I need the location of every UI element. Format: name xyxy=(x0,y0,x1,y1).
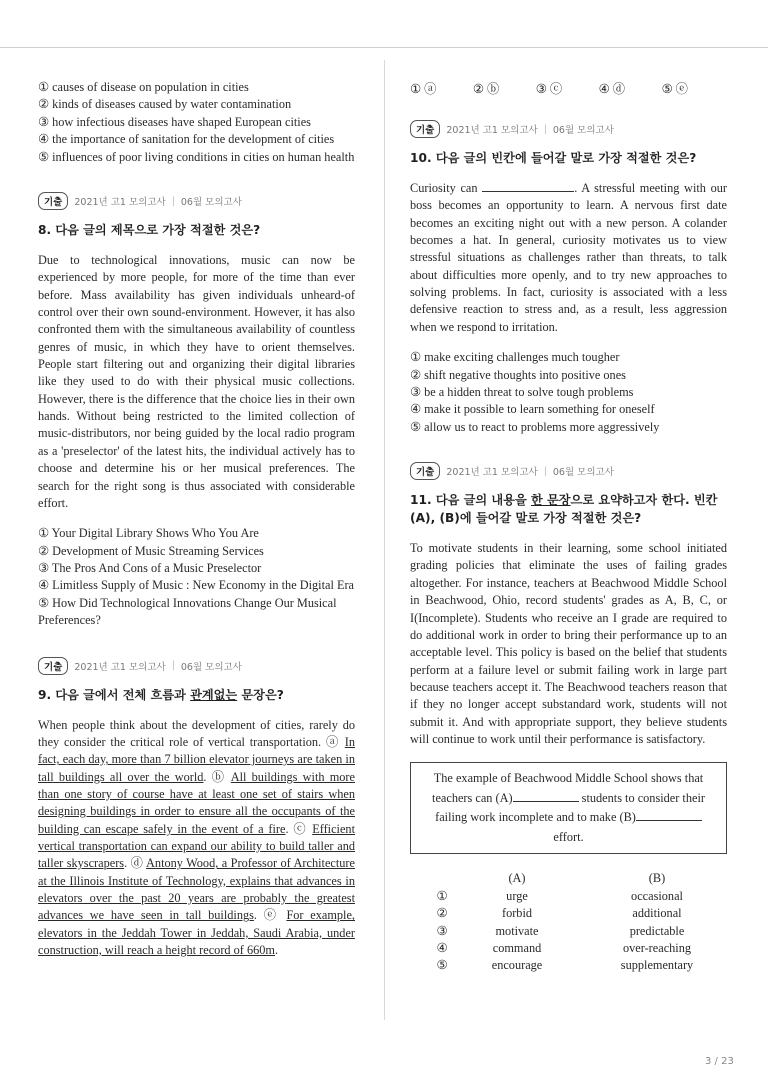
blank-a xyxy=(513,792,579,802)
source-year: 2021년 고1 모의고사 xyxy=(74,197,166,209)
option: ① causes of disease on population in cities xyxy=(38,80,249,94)
answer-table xyxy=(422,870,712,974)
table-row xyxy=(422,905,712,922)
marker-d: ⓓ xyxy=(130,856,144,871)
option: ④ make it possible to learn something for oneself xyxy=(410,402,655,417)
option: ③ The Pros And Cons of a Music Preselector xyxy=(38,561,262,575)
header-cell: (B) xyxy=(648,871,666,886)
page-number: 3 / 23 xyxy=(705,1056,734,1067)
choice: ② ⓑ xyxy=(472,82,500,96)
answer-blank xyxy=(482,182,574,192)
q10-passage xyxy=(410,180,727,336)
title-text: 문장은? xyxy=(237,687,284,702)
source-year: 2021년 고1 모의고사 xyxy=(446,125,538,136)
option: ⑤ allow us to react to problems more aggressively xyxy=(410,419,660,434)
header-cell xyxy=(422,870,462,887)
source-year: 2021년 고1 모의고사 xyxy=(74,661,166,673)
title-text: 11. 다음 글의 내용을 xyxy=(410,493,531,508)
sentence-b: All buildings with more than one story of course have at least one set of stairs when designing buildings in order to ensure all the occupants of the building can escape safely in the event of a fire xyxy=(38,769,355,836)
source-month: 06월 모의고사 xyxy=(552,125,614,136)
cell-a: command xyxy=(492,941,542,955)
q8-title: 8. 다음 글의 제목으로 가장 적절한 것은? xyxy=(38,223,261,238)
sentence-a: In fact, each day, more than 7 billion elevator journeys are taken in tall buildings all over the world xyxy=(38,734,355,784)
option: ⑤ How Did Technological Innovations Change Our Musical Preferences? xyxy=(38,595,337,628)
summary-line: effort. xyxy=(553,829,584,844)
table-row xyxy=(422,940,712,957)
option: ④ the importance of sanitation for the development of cities xyxy=(38,132,335,147)
cell-b: supplementary xyxy=(620,958,694,973)
option: ③ be a hidden threat to solve tough problems xyxy=(410,384,634,399)
row-number: ⑤ xyxy=(436,958,448,973)
option: ⑤ influences of poor living conditions in cities on human health xyxy=(38,149,355,164)
summary-line: The example of Beachwood Middle School shows that xyxy=(433,771,704,786)
source-tag: 기출 xyxy=(410,120,440,138)
marker-b: ⓑ xyxy=(211,769,227,784)
source-month: 06월 모의고사 xyxy=(180,661,242,673)
summary-text: students to consider their xyxy=(578,790,705,805)
table-header xyxy=(422,870,712,887)
cell-a: motivate xyxy=(495,923,539,938)
separator: | xyxy=(171,195,175,207)
row-number: ① xyxy=(436,888,448,903)
source-month: 06월 모의고사 xyxy=(552,467,614,479)
option: ① make exciting challenges much tougher xyxy=(410,350,620,365)
option: ② shift negative thoughts into positive ones xyxy=(410,367,626,382)
title-emphasis: 관계없는 xyxy=(190,687,238,702)
marker-a: ⓐ xyxy=(325,734,340,749)
spacer-cell xyxy=(572,888,602,905)
q9-source-line xyxy=(38,657,355,675)
option: ② kinds of diseases caused by water contamination xyxy=(38,97,292,112)
header-cell: (A) xyxy=(508,871,526,886)
row-number: ② xyxy=(436,906,448,921)
spacer-cell xyxy=(572,922,602,939)
title-emphasis: 한 문장 xyxy=(530,493,571,508)
spacer-cell xyxy=(572,957,602,974)
choice: ④ ⓓ xyxy=(598,82,626,96)
passage-start: Curiosity can xyxy=(410,181,478,195)
cell-b: additional xyxy=(632,906,682,921)
table-row xyxy=(422,888,712,905)
source-month: 06월 모의고사 xyxy=(180,197,242,209)
intro-sentence: When people think about the development of cities, rarely do they consider the critical role of vertical transportation. xyxy=(38,717,355,749)
cell-b: occasional xyxy=(631,888,683,903)
cell-b: over-reaching xyxy=(622,941,692,955)
q11-source-line xyxy=(410,462,727,480)
q11-passage: To motivate students in their learning, some school initiated grading policies that eliminate the uses of failing grades altogether. For instance, teachers at Beachwood Middle School in Beachwood, Ohio, record students' grades as A, B, C, or I(Incomplete). Students who receive an I grade are required to do additional work in order to bring their performance up to an acceptable level. This policy is based on the belief that students perform at a failure level or submit failing work in large part because teachers accept it. The Beachwood teachers reason that if they no longer accept substandard work, students will not submit it. And with appropriate support, they believe students will continue to work until their performance is satisfactory. xyxy=(410,541,727,746)
option: ④ Limitless Supply of Music : New Economy in the Digital Era xyxy=(38,578,355,593)
cell-a: urge xyxy=(506,888,528,903)
sentence-c: Efficient vertical transportation can expand our ability to build taller and taller skyscrapers xyxy=(38,821,355,871)
sentence-e: For example, elevators in the Jeddah Tower in Jeddah, Saudi Arabia, under construction, will reach a height record of 660m xyxy=(38,908,355,958)
option: ③ how infectious diseases have shaped European cities xyxy=(38,114,311,129)
blank-b xyxy=(636,811,702,821)
cell-b: predictable xyxy=(629,923,685,938)
right-column xyxy=(410,79,727,975)
marker-c: ⓒ xyxy=(293,821,308,836)
separator: | xyxy=(543,465,547,477)
q9-passage: When people think about the development of cities, rarely do they consider the critical role of vertical transportation. ⓐ In fact, each day, more than 7 billion elevator journeys are taken in tall buildings all over the world. ⓑ All buildings with more than one story of course have at least one set of stairs when designing buildings in order to ensure all the occupants of the building can escape safely in the event of a fire. ⓒ Efficient vertical transportation can expand our ability to build taller and taller skyscrapers. ⓓ Antony Wood, a Professor of Architecture at the Illinois Institute of Technology, explains that advances in elevators over the past 20 years are probably the greatest advances we have seen in tall buildings. ⓔ For example, elevators in the Jeddah Tower in Jeddah, Saudi Arabia, under construction, will reach a height record of 660m. xyxy=(38,717,355,958)
q7-options xyxy=(38,79,355,166)
left-column xyxy=(38,79,355,959)
title-text: 으로 요약하고자 한다. 빈칸 (A), (B)에 들어갈 말로 가장 적절한 것은? xyxy=(410,493,718,526)
row-number: ③ xyxy=(436,923,448,938)
cell-a: encourage xyxy=(491,958,543,973)
title-text: 9. 다음 글에서 전체 흐름과 xyxy=(38,687,191,702)
summary-text: teachers can (A) xyxy=(432,790,513,805)
q8-source-line xyxy=(38,192,355,210)
spacer-cell xyxy=(572,940,602,957)
choice: ① ⓐ xyxy=(410,82,437,96)
spacer-cell xyxy=(572,870,602,887)
row-number: ④ xyxy=(436,941,448,955)
cell-a: forbid xyxy=(501,906,533,921)
q8-options xyxy=(38,525,355,629)
q11-title xyxy=(410,491,727,527)
source-tag: 기출 xyxy=(410,462,440,480)
option: ① Your Digital Library Shows Who You Are xyxy=(38,526,259,541)
summary-text: failing work incomplete and to make (B) xyxy=(435,810,636,825)
source-tag: 기출 xyxy=(38,192,68,210)
source-tag: 기출 xyxy=(38,657,68,675)
summary-box xyxy=(410,762,727,854)
table-row xyxy=(422,922,712,939)
choice: ③ ⓒ xyxy=(535,82,563,96)
passage-rest: . A stressful meeting with our boss becomes an opportunity to learn. A nervous first date becomes an exciting night out with a new person. A colander becomes a hat. In general, curiosity motivates us to view stressful situations as challenges rather than threats, to talk about difficulties more openly, and to try new approaches to solving problems. In fact, curiosity is associated with a less defensive reaction to stress and, as a result, less aggression when we respond to irritation. xyxy=(410,181,727,334)
q9-choices xyxy=(410,79,688,97)
separator: | xyxy=(171,660,175,672)
spacer-cell xyxy=(572,905,602,922)
summary-line xyxy=(419,808,718,828)
source-year: 2021년 고1 모의고사 xyxy=(446,467,538,479)
q10-options xyxy=(410,349,727,436)
separator: | xyxy=(543,123,547,135)
q10-title: 10. 다음 글의 빈칸에 들어갈 말로 가장 적절한 것은? xyxy=(410,151,697,165)
summary-line xyxy=(419,789,718,809)
header-rule xyxy=(0,47,768,48)
option: ② Development of Music Streaming Services xyxy=(38,543,264,558)
column-divider xyxy=(384,60,385,1020)
marker-e: ⓔ xyxy=(263,908,280,923)
q8-passage: Due to technological innovations, music can now be experienced by more people, for more of the time than ever before. Mass availability has given individuals unheard-of control over their own sound-environment. However, it has also confronted them with the simultaneous availability of countless genres of music, in which they have to orient themselves. People start filtering out and organizing their digital libraries like they used to do with their physical music collections. However, there is the difference that the choice lies in their own hands. Without being restricted to the limited collection of music-distributors, nor being guided by the local radio program as a 'preselector' of the latest hits, the individual actively has to choose and determine his or her musical preferences. The search for the right song is thus associated with considerable effort. xyxy=(38,253,355,510)
q9-title xyxy=(38,686,355,704)
sentence-d: Antony Wood, a Professor of Architecture at the Illinois Institute of Technology, explains that advances in elevators over the past 20 years are probably the greatest advances we have seen in tall buildings xyxy=(38,856,355,923)
choice: ⑤ ⓔ xyxy=(661,82,688,96)
table-row xyxy=(422,957,712,974)
q10-source-line xyxy=(410,120,727,138)
